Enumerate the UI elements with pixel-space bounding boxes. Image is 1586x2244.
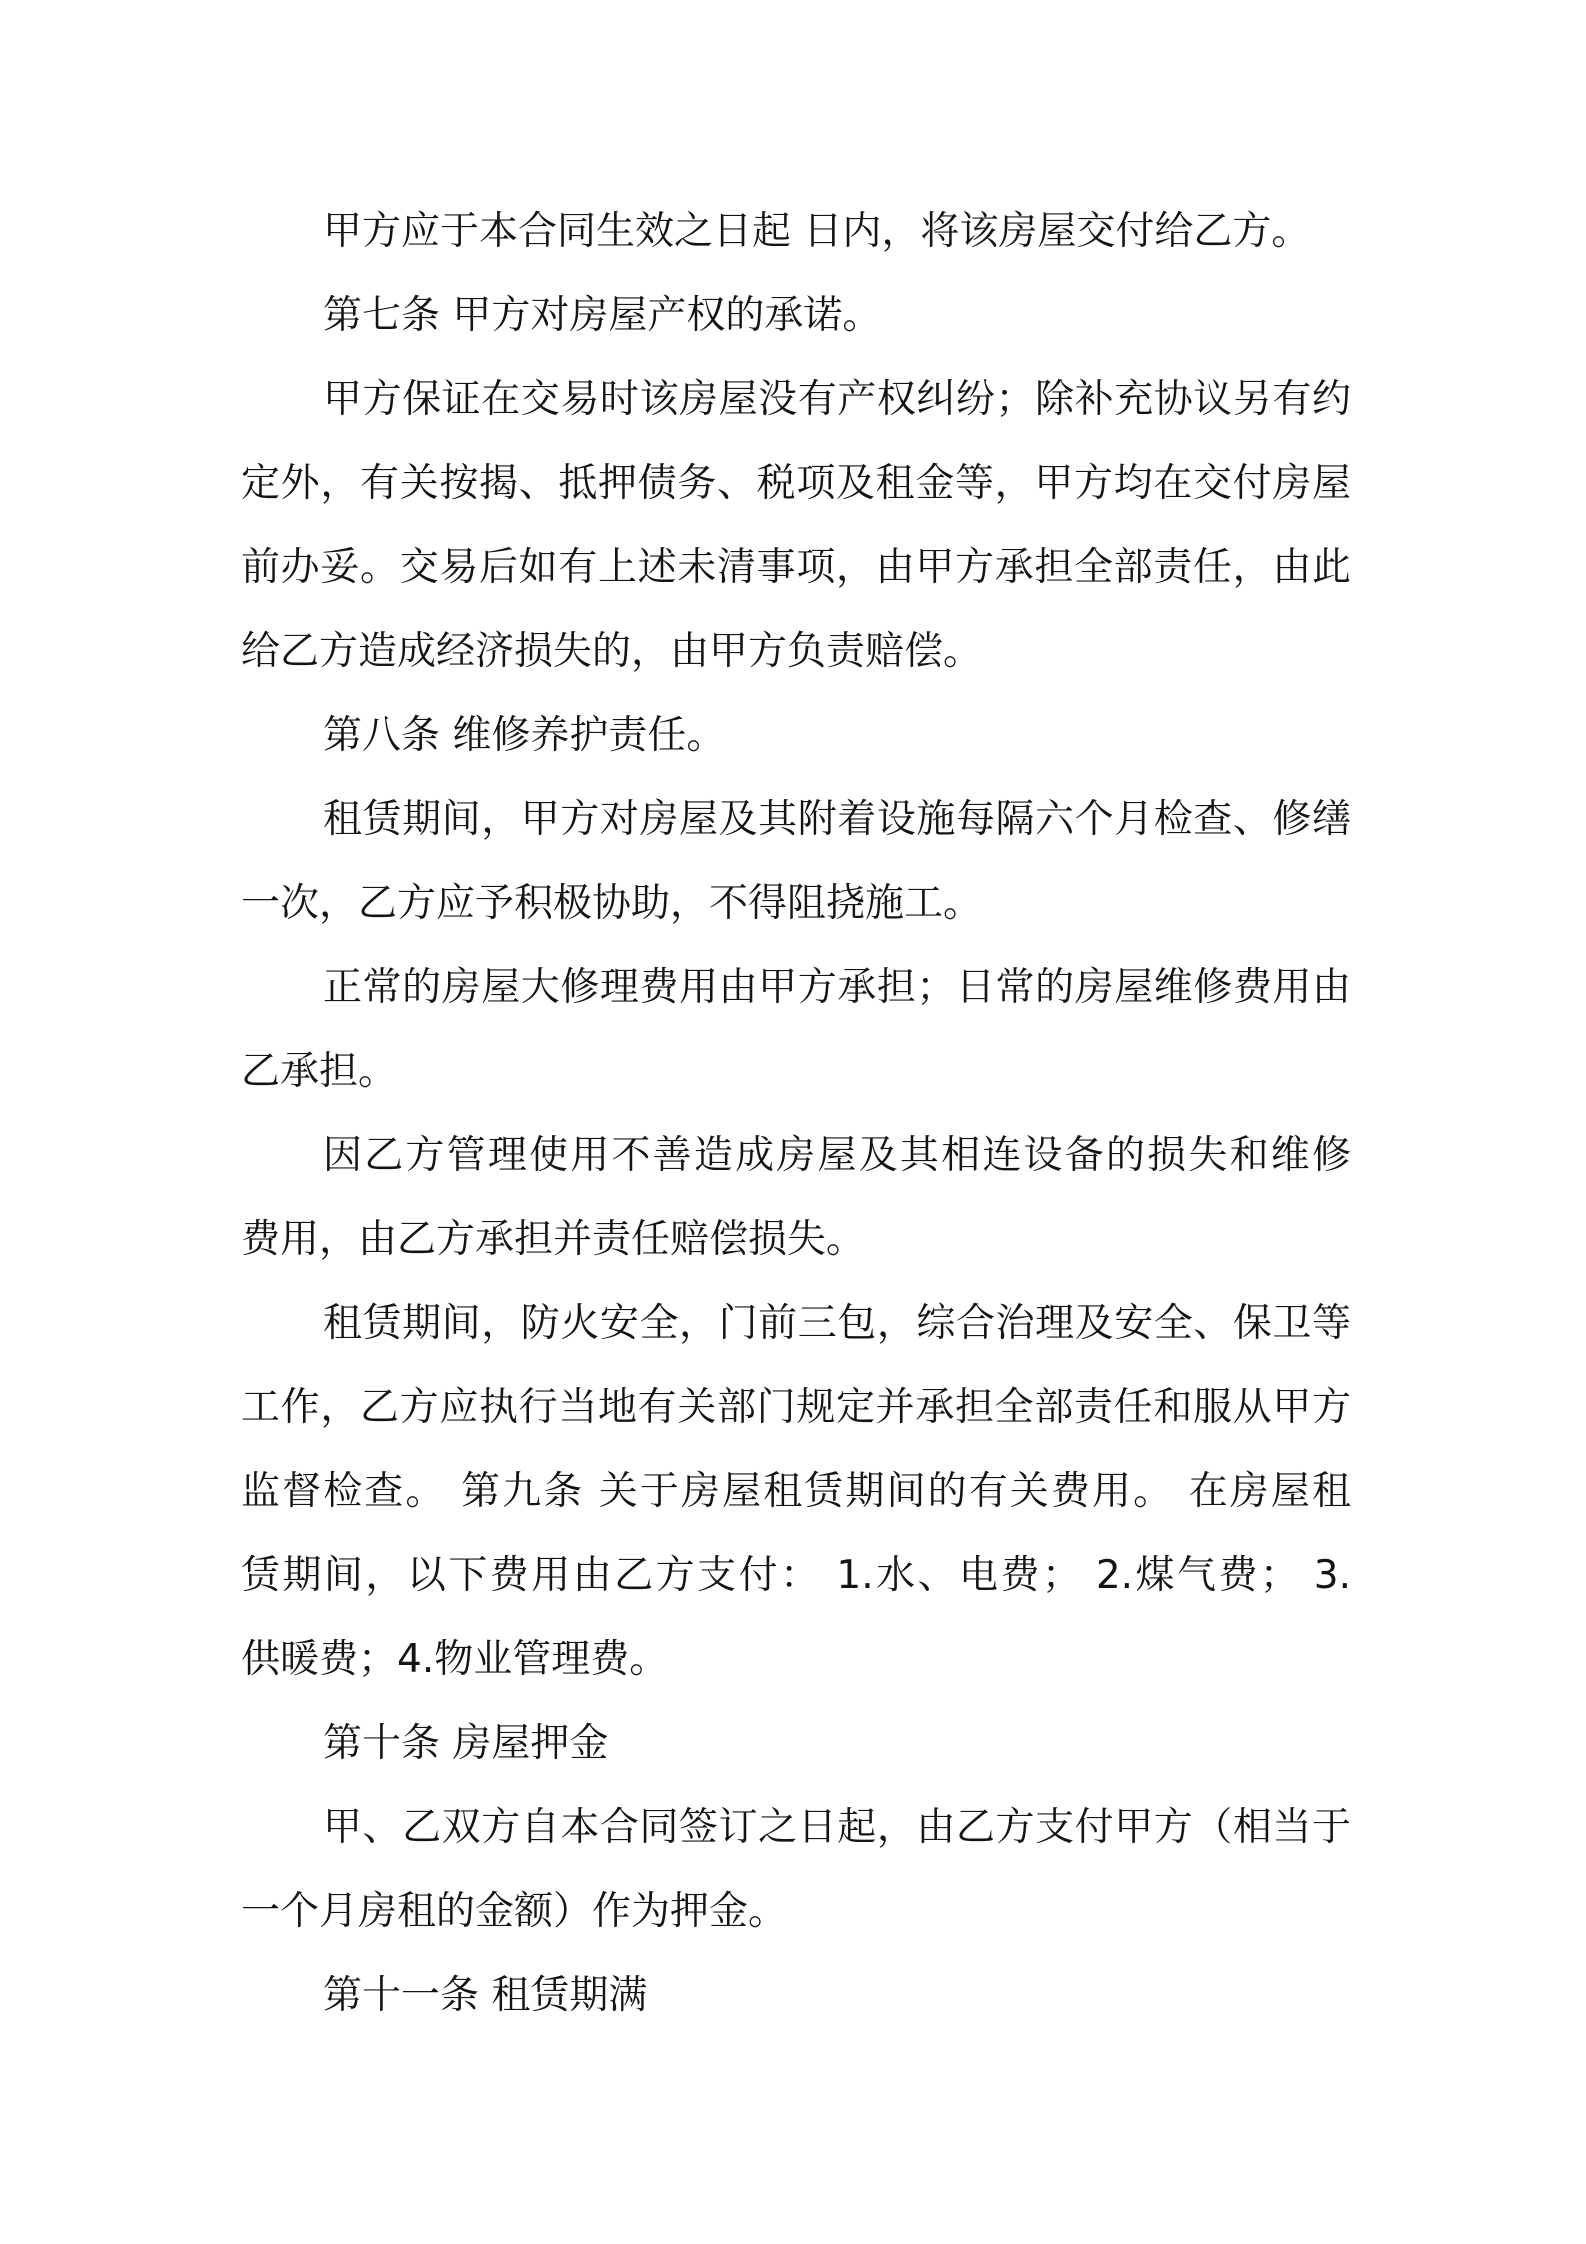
text-line: 正常的房屋大修理费用由甲方承担；日常的房屋维修费用由 xyxy=(323,965,1351,1010)
text-line: 工作，乙方应执行当地有关部门规定并承担全部责任和服从甲方 xyxy=(241,1385,1351,1430)
clause-11-heading: 第十一条 租赁期满 xyxy=(323,1973,648,2018)
paragraph-safety-and-fees xyxy=(241,1282,1351,1702)
text-line: 租赁期间，防火安全，门前三包，综合治理及安全、保卫等 xyxy=(323,1301,1351,1346)
clause-7-heading: 第七条 甲方对房屋产权的承诺。 xyxy=(323,293,882,338)
text-line: 费用，由乙方承担并责任赔偿损失。 xyxy=(241,1217,866,1262)
text-line: 甲方保证在交易时该房屋没有产权纠纷；除补充协议另有约 xyxy=(323,377,1351,422)
paragraph-damage-liability xyxy=(241,1114,1351,1282)
paragraph-deposit xyxy=(241,1786,1351,1954)
text-line: 租赁期间，甲方对房屋及其附着设施每隔六个月检查、修缮 xyxy=(323,797,1351,842)
paragraph-repair-costs xyxy=(241,946,1351,1114)
text-line: 定外，有关按揭、抵押债务、税项及租金等，甲方均在交付房屋 xyxy=(241,461,1351,506)
text-line: 监督检查。 第九条 关于房屋租赁期间的有关费用。 在房屋租 xyxy=(241,1469,1351,1514)
text-line: 供暖费；4.物业管理费。 xyxy=(241,1637,669,1682)
text-line: 一次，乙方应予积极协助，不得阻挠施工。 xyxy=(241,881,983,926)
text-line: 因乙方管理使用不善造成房屋及其相连设备的损失和维修 xyxy=(323,1133,1351,1178)
text-line: 赁期间，以下费用由乙方支付： 1.水、电费； 2.煤气费； 3. xyxy=(241,1553,1351,1598)
paragraph-delivery: 甲方应于本合同生效之日起 日内，将该房屋交付给乙方。 xyxy=(323,209,1311,254)
text-line: 一个月房租的金额）作为押金。 xyxy=(241,1889,788,1934)
document-body xyxy=(241,190,1351,2038)
text-line: 乙承担。 xyxy=(241,1049,398,1094)
clause-10-heading: 第十条 房屋押金 xyxy=(323,1721,609,1766)
clause-8-heading: 第八条 维修养护责任。 xyxy=(323,713,726,758)
text-line: 前办妥。交易后如有上述未清事项，由甲方承担全部责任，由此 xyxy=(241,545,1351,590)
paragraph-title-guarantee xyxy=(241,358,1351,694)
text-line: 甲、乙双方自本合同签订之日起，由乙方支付甲方（相当于 xyxy=(323,1805,1351,1850)
paragraph-inspection xyxy=(241,778,1351,946)
text-line: 给乙方造成经济损失的，由甲方负责赔偿。 xyxy=(241,629,983,674)
